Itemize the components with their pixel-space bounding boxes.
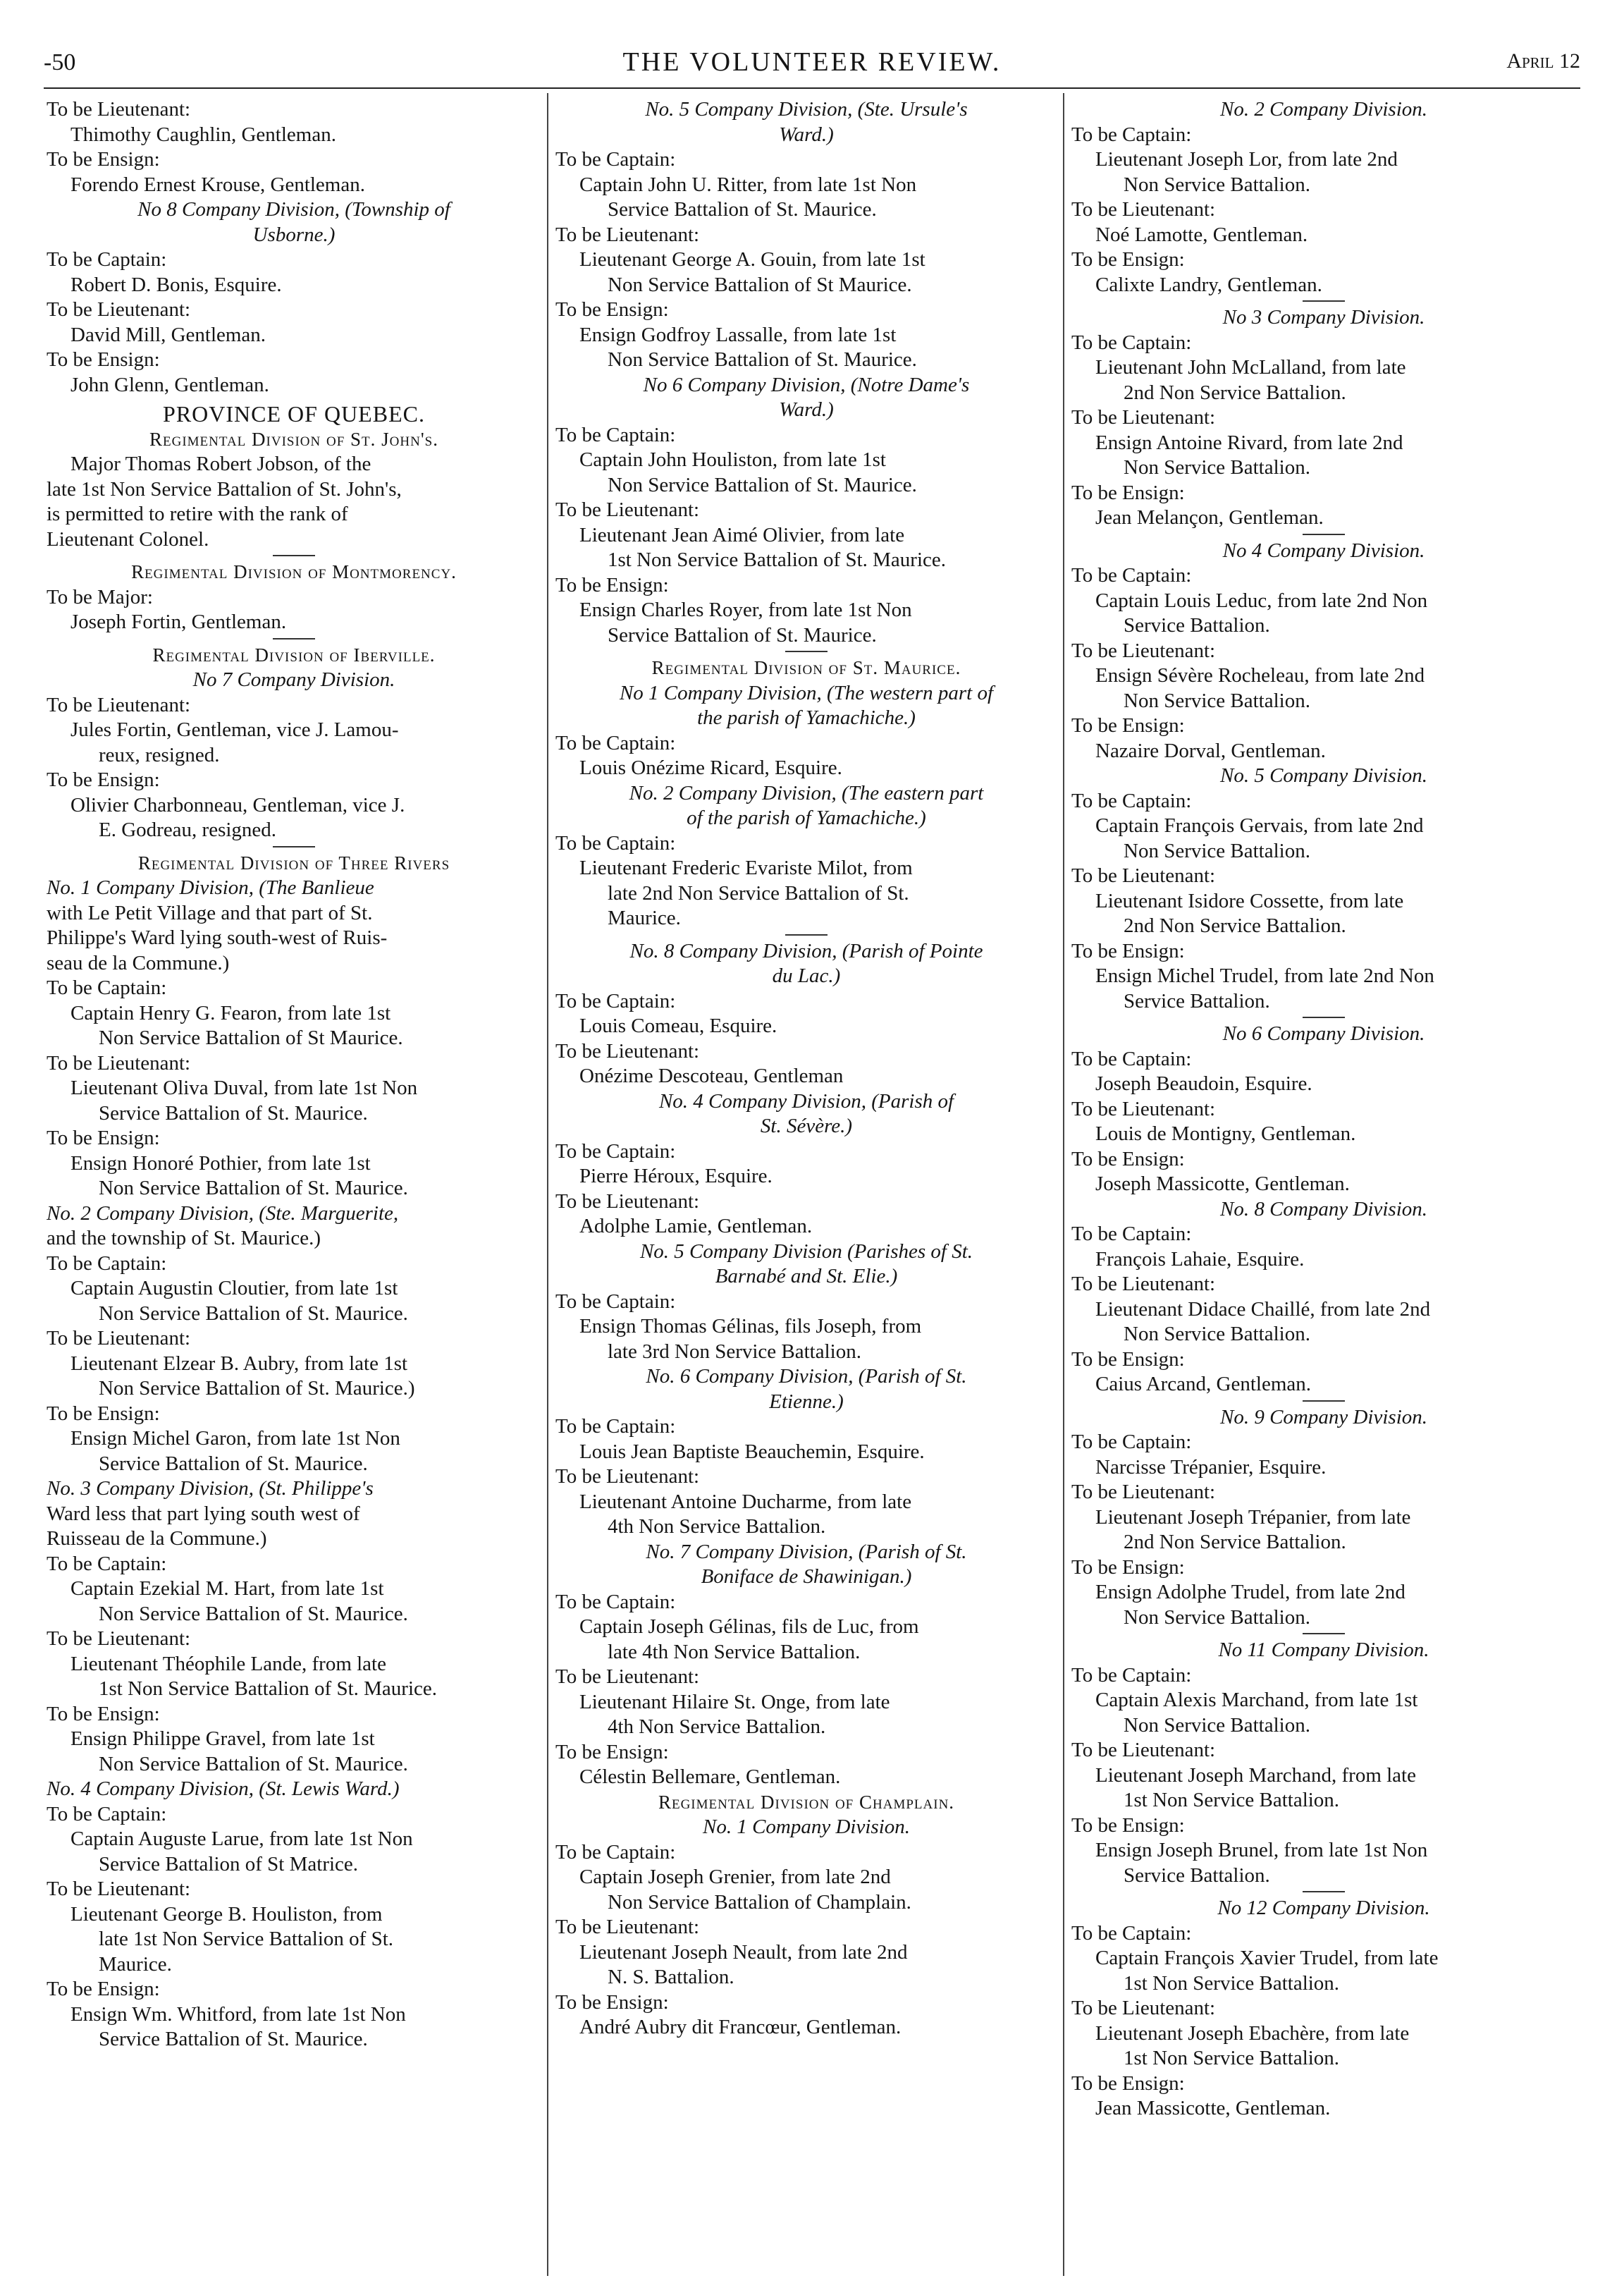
entry-line: Captain Louis Leduc, from late 2nd Non bbox=[1095, 589, 1428, 612]
company-heading: No. 1 Company Division, (The Banlieue bbox=[47, 876, 374, 899]
text-line: To be Captain: bbox=[47, 977, 167, 999]
separator-rule bbox=[1303, 300, 1345, 302]
text-line: To be Captain: bbox=[1071, 1223, 1192, 1245]
entry-line: Adolphe Lamie, Gentleman. bbox=[579, 1215, 813, 1237]
entry-line: Lieutenant Jean Aimé Olivier, from late bbox=[579, 523, 905, 546]
entry-line: Captain Auguste Larue, from late 1st Non bbox=[70, 1828, 413, 1850]
text-line: To be Captain: bbox=[555, 1290, 676, 1313]
text-line: To be Captain: bbox=[47, 1802, 167, 1825]
text-line: To be Lieutenant: bbox=[555, 223, 700, 246]
text-line: To be Lieutenant: bbox=[1071, 406, 1216, 429]
regimental-heading: Regimental Division of Three Rivers bbox=[137, 852, 450, 874]
entry-line: Forendo Ernest Krouse, Gentleman. bbox=[70, 173, 365, 196]
company-heading: No 12 Company Division. bbox=[1217, 1897, 1430, 1919]
text-line: To be Captain: bbox=[555, 989, 676, 1012]
text-line: To be Captain: bbox=[1071, 1921, 1192, 1945]
text-line: To be Captain: bbox=[555, 423, 676, 446]
text-line: To be Ensign: bbox=[47, 1127, 160, 1149]
entry-line: Louis de Montigny, Gentleman. bbox=[1095, 1122, 1356, 1145]
entry-line: Lieutenant Hilaire St. Onge, from late bbox=[579, 1690, 890, 1713]
text-line: To be Captain: bbox=[555, 1415, 676, 1438]
entry-continuation: Service Battalion of St Matrice. bbox=[99, 1852, 359, 1875]
separator-rule bbox=[785, 934, 828, 936]
entry-line: Ensign Godfroy Lassalle, from late 1st bbox=[579, 323, 897, 346]
company-heading: Etienne.) bbox=[769, 1390, 844, 1413]
entry-continuation: Maurice. bbox=[608, 907, 681, 929]
entry-line: François Lahaie, Esquire. bbox=[1095, 1247, 1305, 1271]
text-line: To be Captain: bbox=[47, 248, 167, 271]
text-line: To be Lieutenant: bbox=[555, 1465, 700, 1488]
entry-line: Lieutenant Joseph Lor, from late 2nd bbox=[1095, 148, 1398, 171]
entry-continuation: 2nd Non Service Battalion. bbox=[1124, 381, 1346, 404]
page-header bbox=[44, 44, 1580, 89]
text-line: To be Ensign: bbox=[555, 298, 669, 321]
text-line: To be Captain: bbox=[1071, 564, 1192, 587]
entry-line: Calixte Landry, Gentleman. bbox=[1095, 273, 1322, 296]
entry-line: Captain Joseph Grenier, from late 2nd bbox=[579, 1866, 891, 1888]
entry-line: Ensign Thomas Gélinas, fils Joseph, from bbox=[579, 1315, 922, 1338]
entry-line: Narcisse Trépanier, Esquire. bbox=[1095, 1455, 1327, 1479]
column-rule bbox=[547, 93, 548, 2276]
company-heading: Barnabé and St. Elie.) bbox=[715, 1265, 898, 1287]
text-line: To be Ensign: bbox=[555, 1990, 669, 2014]
entry-line: Pierre Héroux, Esquire. bbox=[579, 1165, 773, 1187]
text-line: To be Lieutenant: bbox=[1071, 1097, 1216, 1120]
entry-continuation: Non Service Battalion. bbox=[1124, 689, 1310, 712]
entry-line: Lieutenant Théophile Lande, from late bbox=[70, 1652, 386, 1675]
entry-line: Lieutenant Didace Chaillé, from late 2nd bbox=[1095, 1297, 1431, 1321]
text-line: and the township of St. Maurice.) bbox=[47, 1227, 321, 1249]
entry-line: Lieutenant Joseph Marchand, from late bbox=[1095, 1763, 1416, 1787]
entry-continuation: late 4th Non Service Battalion. bbox=[608, 1640, 861, 1663]
entry-line: Jean Melançon, Gentleman. bbox=[1095, 506, 1324, 529]
entry-line: Joseph Beaudoin, Esquire. bbox=[1095, 1072, 1312, 1095]
entry-continuation: Service Battalion. bbox=[1124, 614, 1270, 637]
entry-continuation: Non Service Battalion of St. Maurice.) bbox=[99, 1377, 415, 1400]
entry-continuation: reux, resigned. bbox=[99, 743, 220, 766]
entry-line: Ensign Sévère Rocheleau, from late 2nd bbox=[1095, 664, 1425, 687]
entry-continuation: 1st Non Service Battalion. bbox=[1124, 1971, 1340, 1995]
column-rule bbox=[1063, 93, 1064, 2276]
entry-continuation: N. S. Battalion. bbox=[608, 1966, 734, 1988]
text-line: To be Ensign: bbox=[47, 1402, 160, 1425]
entry-line: David Mill, Gentleman. bbox=[70, 323, 266, 346]
entry-continuation: Non Service Battalion. bbox=[1124, 1713, 1310, 1737]
entry-continuation: Service Battalion of St. Maurice. bbox=[608, 198, 877, 221]
text-line: To be Captain: bbox=[555, 1590, 676, 1613]
entry-line: Captain Alexis Marchand, from late 1st bbox=[1095, 1689, 1418, 1711]
entry-line: Captain François Gervais, from late 2nd bbox=[1095, 814, 1424, 837]
text-line: To be Ensign: bbox=[1071, 248, 1185, 271]
text-line: To be Ensign: bbox=[47, 148, 160, 171]
entry-line: Joseph Massicotte, Gentleman. bbox=[1095, 1173, 1350, 1195]
entry-continuation: Non Service Battalion of St. Maurice. bbox=[608, 473, 917, 496]
entry-continuation: Non Service Battalion of St. Maurice. bbox=[99, 1302, 408, 1325]
column-left bbox=[47, 97, 541, 2276]
company-heading: No. 3 Company Division, (St. Philippe's bbox=[47, 1477, 374, 1500]
text-line: To be Ensign: bbox=[1071, 1555, 1185, 1579]
company-heading: No 7 Company Division. bbox=[192, 668, 395, 691]
entry-line: Lieutenant Joseph Trépanier, from late bbox=[1095, 1505, 1411, 1529]
issue-date: April 12 bbox=[1506, 49, 1580, 73]
entry-line: Major Thomas Robert Jobson, of the bbox=[70, 453, 371, 475]
text-line: To be Major: bbox=[47, 585, 153, 608]
entry-line: Ensign Wm. Whitford, from late 1st Non bbox=[70, 2002, 406, 2026]
regimental-heading: Regimental Division of St. Maurice. bbox=[651, 657, 961, 678]
entry-continuation: Non Service Battalion. bbox=[1124, 1323, 1310, 1345]
entry-line: Ensign Charles Royer, from late 1st Non bbox=[579, 599, 912, 621]
text-line: To be Captain: bbox=[555, 1840, 676, 1863]
entry-continuation: Maurice. bbox=[99, 1952, 172, 1976]
entry-line: Lieutenant Isidore Cossette, from late bbox=[1095, 889, 1404, 912]
company-heading: No. 2 Company Division, (The eastern part bbox=[629, 781, 984, 804]
entry-line: Joseph Fortin, Gentleman. bbox=[70, 611, 287, 633]
text-line: To be Ensign: bbox=[47, 769, 160, 791]
entry-line: Lieutenant George A. Gouin, from late 1st bbox=[579, 248, 925, 271]
company-heading: No. 5 Company Division (Parishes of St. bbox=[639, 1240, 973, 1263]
text-line: To be Captain: bbox=[47, 1251, 167, 1275]
text-line: To be Lieutenant: bbox=[555, 1039, 700, 1063]
entry-continuation: Non Service Battalion of St. Maurice. bbox=[99, 1602, 408, 1625]
company-heading: No 6 Company Division, (Notre Dame's bbox=[643, 373, 970, 396]
text-line: To be Lieutenant: bbox=[47, 98, 191, 121]
entry-line: Olivier Charbonneau, Gentleman, vice J. bbox=[70, 793, 405, 816]
entry-line: Jean Massicotte, Gentleman. bbox=[1095, 2097, 1331, 2119]
entry-continuation: Non Service Battalion. bbox=[1124, 839, 1310, 862]
company-heading: No 4 Company Division. bbox=[1222, 539, 1425, 562]
text-line: To be Ensign: bbox=[47, 1702, 160, 1725]
text-line: To be Captain: bbox=[1071, 123, 1192, 146]
text-line: To be Lieutenant: bbox=[1071, 1481, 1216, 1503]
column-right bbox=[1071, 97, 1576, 2276]
company-heading: No 3 Company Division. bbox=[1222, 306, 1425, 329]
entry-continuation: 4th Non Service Battalion. bbox=[608, 1515, 826, 1538]
company-heading: Ward.) bbox=[779, 398, 834, 421]
entry-line: Captain Ezekial M. Hart, from late 1st bbox=[70, 1577, 384, 1600]
entry-continuation: E. Godreau, resigned. bbox=[99, 819, 277, 841]
entry-line: Captain François Xavier Trudel, from late bbox=[1095, 1947, 1439, 1969]
regimental-heading: Regimental Division of Champlain. bbox=[658, 1791, 955, 1813]
text-line: To be Ensign: bbox=[555, 1740, 669, 1763]
entry-line: Ensign Antoine Rivard, from late 2nd bbox=[1095, 431, 1403, 454]
text-line: To be Captain: bbox=[1071, 1047, 1192, 1070]
separator-rule bbox=[1303, 1017, 1345, 1018]
text-line: with Le Petit Village and that part of St. bbox=[47, 901, 373, 924]
text-line: To be Lieutenant: bbox=[1071, 1273, 1216, 1295]
entry-line: Lieutenant John McLalland, from late bbox=[1095, 356, 1406, 379]
separator-rule bbox=[273, 846, 315, 847]
entry-line: Caius Arcand, Gentleman. bbox=[1095, 1373, 1312, 1395]
entry-continuation: 4th Non Service Battalion. bbox=[608, 1715, 826, 1738]
entry-continuation: Non Service Battalion. bbox=[1124, 1605, 1310, 1629]
entry-continuation: Service Battalion of St. Maurice. bbox=[99, 1101, 368, 1125]
company-heading: No. 2 Company Division. bbox=[1219, 98, 1428, 121]
entry-continuation: Non Service Battalion of Champlain. bbox=[608, 1890, 911, 1914]
masthead-title: THE VOLUNTEER REVIEW. bbox=[622, 47, 1002, 77]
text-line: To be Ensign: bbox=[1071, 1147, 1185, 1170]
text-line: late 1st Non Service Battalion of St. John's, bbox=[47, 477, 402, 501]
company-heading: No. 5 Company Division, (Ste. Ursule's bbox=[645, 98, 968, 121]
text-line: To be Lieutenant: bbox=[47, 1051, 191, 1075]
entry-continuation: 2nd Non Service Battalion. bbox=[1124, 914, 1346, 937]
separator-rule bbox=[1303, 1891, 1345, 1892]
entry-line: Lieutenant George B. Houliston, from bbox=[70, 1902, 383, 1926]
entry-continuation: Non Service Battalion of St Maurice. bbox=[99, 1027, 403, 1049]
entry-line: Jules Fortin, Gentleman, vice J. Lamou- bbox=[70, 718, 399, 741]
text-line: To be Lieutenant: bbox=[555, 1189, 700, 1213]
company-heading: No. 5 Company Division. bbox=[1219, 764, 1428, 787]
text-line: To be Ensign: bbox=[1071, 481, 1185, 504]
entry-line: Captain John U. Ritter, from late 1st Non bbox=[579, 173, 917, 196]
text-line: To be Ensign: bbox=[1071, 714, 1185, 737]
company-heading: No. 2 Company Division, (Ste. Marguerite, bbox=[47, 1201, 399, 1225]
text-line: To be Lieutenant: bbox=[1071, 864, 1216, 887]
text-line: To be Captain: bbox=[47, 1552, 167, 1575]
separator-rule bbox=[273, 638, 315, 639]
entry-continuation: late 3rd Non Service Battalion. bbox=[608, 1340, 861, 1363]
company-heading: St. Sévère.) bbox=[760, 1115, 853, 1137]
text-line: To be Lieutenant: bbox=[555, 1916, 700, 1938]
text-line: Lieutenant Colonel. bbox=[47, 527, 209, 551]
text-line: To be Lieutenant: bbox=[1071, 639, 1216, 662]
separator-rule bbox=[785, 651, 828, 652]
company-heading: of the parish of Yamachiche.) bbox=[687, 807, 926, 829]
entry-line: Lieutenant Joseph Ebachère, from late bbox=[1095, 2021, 1410, 2045]
entry-line: Captain Henry G. Fearon, from late 1st bbox=[70, 1001, 391, 1024]
text-line: is permitted to retire with the rank of bbox=[47, 503, 348, 525]
entry-continuation: Non Service Battalion. bbox=[1124, 456, 1310, 479]
entry-continuation: Non Service Battalion of St. Maurice. bbox=[99, 1752, 408, 1775]
company-heading: No. 9 Company Division. bbox=[1219, 1405, 1428, 1428]
entry-line: Ensign Honoré Pothier, from late 1st bbox=[70, 1151, 371, 1175]
text-line: To be Ensign: bbox=[1071, 1813, 1185, 1837]
text-line: To be Ensign: bbox=[47, 348, 160, 371]
entry-line: Lieutenant Joseph Neault, from late 2nd bbox=[579, 1940, 908, 1964]
text-line: To be Captain: bbox=[555, 731, 676, 754]
text-line: To be Captain: bbox=[1071, 789, 1192, 812]
entry-continuation: Service Battalion of St. Maurice. bbox=[608, 623, 877, 647]
text-line: To be Lieutenant: bbox=[1071, 1997, 1216, 2019]
company-heading: No. 7 Company Division, (Parish of St. bbox=[646, 1540, 967, 1563]
entry-continuation: 1st Non Service Battalion. bbox=[1124, 2047, 1340, 2069]
company-heading: No 11 Company Division. bbox=[1218, 1639, 1429, 1661]
entry-line: Ensign Michel Garon, from late 1st Non bbox=[70, 1427, 400, 1450]
text-line: To be Ensign: bbox=[1071, 2071, 1185, 2095]
entry-continuation: 2nd Non Service Battalion. bbox=[1124, 1531, 1346, 1553]
column-middle bbox=[555, 97, 1057, 2276]
entry-line: Louis Jean Baptiste Beauchemin, Esquire. bbox=[579, 1440, 925, 1463]
text-line: To be Lieutenant: bbox=[47, 1878, 191, 1900]
entry-line: Lieutenant Elzear B. Aubry, from late 1st bbox=[70, 1352, 408, 1375]
entry-line: Captain Joseph Gélinas, fils de Luc, from bbox=[579, 1615, 919, 1638]
entry-continuation: Service Battalion of St. Maurice. bbox=[99, 2028, 368, 2050]
text-line: To be Lieutenant: bbox=[1071, 198, 1216, 221]
entry-continuation: 1st Non Service Battalion of St. Maurice. bbox=[608, 549, 947, 571]
company-heading: du Lac.) bbox=[772, 965, 841, 987]
text-line: To be Lieutenant: bbox=[47, 1627, 191, 1650]
text-line: To be Captain: bbox=[555, 831, 676, 855]
entry-continuation: Service Battalion. bbox=[1124, 1863, 1270, 1887]
text-line: To be Captain: bbox=[1071, 1431, 1192, 1453]
text-line: To be Ensign: bbox=[47, 1978, 160, 2000]
regimental-heading: Regimental Division of Iberville. bbox=[152, 644, 436, 666]
entry-line: André Aubry dit Francœur, Gentleman. bbox=[579, 2016, 902, 2038]
text-line: To be Lieutenant: bbox=[1071, 1739, 1216, 1761]
entry-line: Onézime Descoteau, Gentleman bbox=[579, 1065, 844, 1087]
entry-continuation: Non Service Battalion. bbox=[1124, 173, 1310, 196]
company-heading: No. 4 Company Division, (Parish of bbox=[658, 1089, 954, 1113]
text-line: To be Captain: bbox=[555, 1139, 676, 1163]
separator-rule bbox=[273, 555, 315, 556]
entry-line: Célestin Bellemare, Gentleman. bbox=[579, 1765, 841, 1788]
entry-line: Ensign Joseph Brunel, from late 1st Non bbox=[1095, 1839, 1428, 1861]
text-line: To be Captain: bbox=[1071, 1663, 1192, 1687]
company-heading: Boniface de Shawinigan.) bbox=[701, 1565, 912, 1588]
entry-line: Ensign Philippe Gravel, from late 1st bbox=[70, 1727, 375, 1750]
entry-line: Louis Onézime Ricard, Esquire. bbox=[579, 757, 842, 779]
entry-line: Captain Augustin Cloutier, from late 1st bbox=[70, 1277, 398, 1299]
text-line: To be Lieutenant: bbox=[47, 1327, 191, 1349]
company-heading: Ward.) bbox=[779, 123, 834, 146]
page-number: -50 bbox=[44, 49, 76, 75]
entry-continuation: late 1st Non Service Battalion of St. bbox=[99, 1928, 394, 1950]
entry-continuation: Service Battalion of St. Maurice. bbox=[99, 1452, 368, 1475]
text-line: To be Lieutenant: bbox=[555, 1665, 700, 1688]
company-heading: the parish of Yamachiche.) bbox=[697, 706, 916, 729]
regimental-heading: Regimental Division of St. John's. bbox=[149, 428, 439, 450]
text-line: To be Captain: bbox=[1071, 331, 1192, 354]
entry-continuation: Service Battalion. bbox=[1124, 989, 1270, 1012]
company-heading: No. 1 Company Division. bbox=[702, 1816, 911, 1838]
company-heading: No 8 Company Division, (Township of bbox=[137, 198, 450, 221]
entry-line: Noé Lamotte, Gentleman. bbox=[1095, 223, 1308, 246]
text-line: To be Captain: bbox=[555, 148, 676, 171]
separator-rule bbox=[1303, 1400, 1345, 1402]
entry-line: Ensign Michel Trudel, from late 2nd Non bbox=[1095, 965, 1434, 987]
entry-line: Lieutenant Frederic Evariste Milot, from bbox=[579, 857, 913, 879]
company-heading: No. 6 Company Division, (Parish of St. bbox=[646, 1365, 967, 1388]
company-heading: No. 8 Company Division. bbox=[1219, 1197, 1428, 1220]
entry-line: Ensign Adolphe Trudel, from late 2nd bbox=[1095, 1581, 1405, 1603]
text-line: Philippe's Ward lying south-west of Ruis- bbox=[47, 926, 388, 949]
company-heading: No 1 Company Division, (The western part of bbox=[619, 681, 994, 704]
entry-line: Captain John Houliston, from late 1st bbox=[579, 448, 886, 471]
entry-continuation: late 2nd Non Service Battalion of St. bbox=[608, 881, 909, 905]
text-line: To be Lieutenant: bbox=[47, 693, 191, 716]
entry-line: Thimothy Caughlin, Gentleman. bbox=[70, 123, 336, 146]
text-line: To be Lieutenant: bbox=[47, 298, 191, 321]
entry-continuation: 1st Non Service Battalion. bbox=[1124, 1789, 1340, 1811]
entry-line: Louis Comeau, Esquire. bbox=[579, 1015, 777, 1037]
entry-line: Lieutenant Antoine Ducharme, from late bbox=[579, 1490, 912, 1513]
text-line: To be Ensign: bbox=[1071, 939, 1185, 962]
company-heading: No. 4 Company Division, (St. Lewis Ward.) bbox=[47, 1777, 400, 1800]
regimental-heading: Regimental Division of Montmorency. bbox=[131, 561, 457, 582]
entry-line: John Glenn, Gentleman. bbox=[70, 373, 269, 396]
province-heading: PROVINCE OF QUEBEC. bbox=[163, 402, 425, 427]
company-heading: Usborne.) bbox=[252, 223, 336, 246]
text-line: Ruisseau de la Commune.) bbox=[47, 1527, 267, 1550]
text-line: seau de la Commune.) bbox=[47, 951, 230, 974]
separator-rule bbox=[1303, 1633, 1345, 1634]
entry-continuation: Non Service Battalion of St. Maurice. bbox=[99, 1177, 408, 1199]
entry-continuation: Non Service Battalion of St Maurice. bbox=[608, 273, 912, 296]
text-line: To be Lieutenant: bbox=[555, 498, 700, 521]
entry-continuation: Non Service Battalion of St. Maurice. bbox=[608, 348, 917, 371]
entry-line: Lieutenant Oliva Duval, from late 1st Non bbox=[70, 1077, 418, 1099]
text-line: To be Ensign: bbox=[1071, 1347, 1185, 1371]
entry-line: Nazaire Dorval, Gentleman. bbox=[1095, 739, 1326, 762]
separator-rule bbox=[1303, 534, 1345, 535]
entry-continuation: 1st Non Service Battalion of St. Maurice. bbox=[99, 1677, 438, 1700]
entry-line: Robert D. Bonis, Esquire. bbox=[70, 273, 282, 296]
text-line: Ward less that part lying south west of bbox=[47, 1502, 360, 1525]
company-heading: No 6 Company Division. bbox=[1222, 1022, 1425, 1045]
company-heading: No. 8 Company Division, (Parish of Pointe bbox=[629, 939, 983, 962]
text-line: To be Ensign: bbox=[555, 573, 669, 596]
